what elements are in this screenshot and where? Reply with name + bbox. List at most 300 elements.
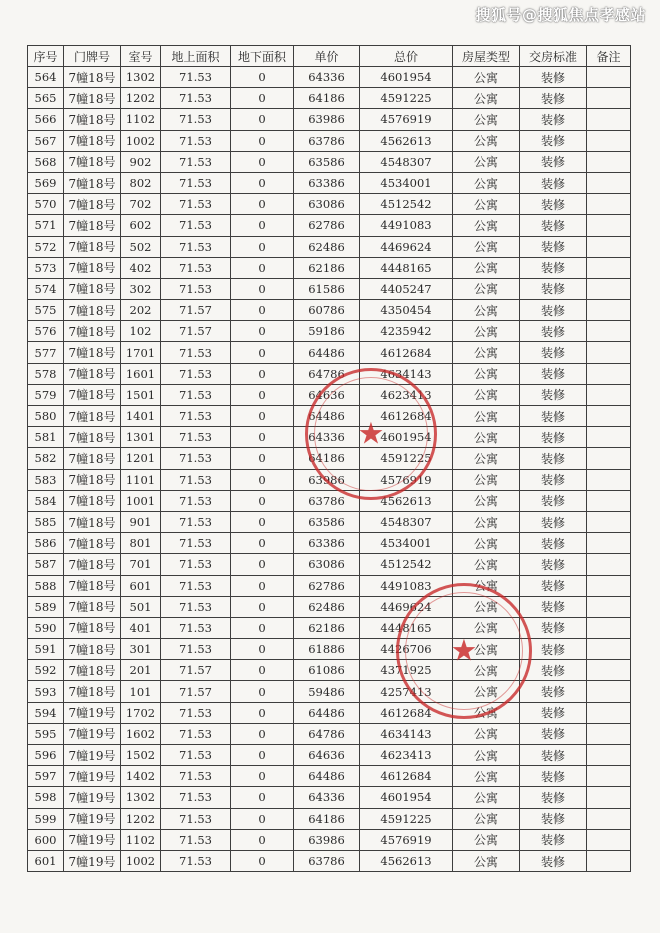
row-number-cell: 572 — [28, 236, 64, 257]
underground-area-cell: 0 — [231, 469, 294, 490]
underground-area-cell: 0 — [231, 533, 294, 554]
house-type-cell: 公寓 — [453, 151, 520, 172]
delivery-standard-cell: 装修 — [520, 172, 587, 193]
row-number-cell: 588 — [28, 575, 64, 596]
total-price-cell: 4235942 — [360, 321, 453, 342]
remarks-cell — [587, 151, 631, 172]
table-row — [28, 278, 631, 299]
above-ground-area-cell: 71.53 — [161, 850, 231, 871]
underground-area-cell: 0 — [231, 342, 294, 363]
unit-address-cell: 7幢18号 — [64, 151, 121, 172]
above-ground-area-cell: 71.53 — [161, 236, 231, 257]
remarks-cell — [587, 363, 631, 384]
house-type-cell: 公寓 — [453, 342, 520, 363]
remarks-cell — [587, 109, 631, 130]
row-number-cell: 593 — [28, 681, 64, 702]
table-row — [28, 617, 631, 638]
row-number-cell: 599 — [28, 808, 64, 829]
above-ground-area-cell: 71.53 — [161, 787, 231, 808]
unit-price-cell: 61086 — [294, 660, 360, 681]
unit-price-cell: 64486 — [294, 766, 360, 787]
total-price-cell: 4562613 — [360, 490, 453, 511]
row-number-cell: 589 — [28, 596, 64, 617]
room-number-cell: 1701 — [121, 342, 161, 363]
room-number-cell: 601 — [121, 575, 161, 596]
room-number-cell: 1202 — [121, 808, 161, 829]
delivery-standard-cell: 装修 — [520, 511, 587, 532]
table-row — [28, 469, 631, 490]
house-type-cell: 公寓 — [453, 660, 520, 681]
unit-price-cell: 62786 — [294, 575, 360, 596]
remarks-cell — [587, 448, 631, 469]
unit-price-cell: 64786 — [294, 723, 360, 744]
underground-area-cell: 0 — [231, 151, 294, 172]
row-number-cell: 574 — [28, 278, 64, 299]
remarks-cell — [587, 278, 631, 299]
delivery-standard-cell: 装修 — [520, 745, 587, 766]
table-row — [28, 130, 631, 151]
house-type-cell: 公寓 — [453, 617, 520, 638]
unit-address-cell: 7幢18号 — [64, 130, 121, 151]
unit-address-cell: 7幢18号 — [64, 300, 121, 321]
table-row — [28, 194, 631, 215]
total-price-cell: 4601954 — [360, 427, 453, 448]
total-price-cell: 4562613 — [360, 130, 453, 151]
room-number-cell: 1201 — [121, 448, 161, 469]
unit-price-cell: 63586 — [294, 151, 360, 172]
total-price-cell: 4612684 — [360, 766, 453, 787]
room-number-cell: 1702 — [121, 702, 161, 723]
total-price-cell: 4576919 — [360, 829, 453, 850]
remarks-cell — [587, 215, 631, 236]
house-type-cell: 公寓 — [453, 533, 520, 554]
house-type-cell: 公寓 — [453, 490, 520, 511]
unit-price-cell: 64486 — [294, 406, 360, 427]
total-price-cell: 4491083 — [360, 575, 453, 596]
delivery-standard-cell: 装修 — [520, 427, 587, 448]
total-price-cell: 4491083 — [360, 215, 453, 236]
underground-area-cell: 0 — [231, 511, 294, 532]
underground-area-cell: 0 — [231, 384, 294, 405]
house-type-cell: 公寓 — [453, 427, 520, 448]
house-type-cell: 公寓 — [453, 829, 520, 850]
room-number-cell: 1101 — [121, 469, 161, 490]
table-row — [28, 321, 631, 342]
row-number-cell: 575 — [28, 300, 64, 321]
above-ground-area-cell: 71.53 — [161, 469, 231, 490]
unit-address-cell: 7幢18号 — [64, 406, 121, 427]
table-row — [28, 257, 631, 278]
row-number-cell: 570 — [28, 194, 64, 215]
total-price-cell: 4534001 — [360, 172, 453, 193]
column-header: 地下面积 — [231, 46, 294, 67]
house-type-cell: 公寓 — [453, 321, 520, 342]
remarks-cell — [587, 533, 631, 554]
house-type-cell: 公寓 — [453, 300, 520, 321]
row-number-cell: 565 — [28, 88, 64, 109]
remarks-cell — [587, 575, 631, 596]
table-row — [28, 533, 631, 554]
above-ground-area-cell: 71.53 — [161, 427, 231, 448]
unit-address-cell: 7幢18号 — [64, 448, 121, 469]
underground-area-cell: 0 — [231, 554, 294, 575]
house-type-cell: 公寓 — [453, 109, 520, 130]
row-number-cell: 591 — [28, 639, 64, 660]
row-number-cell: 584 — [28, 490, 64, 511]
table-row — [28, 702, 631, 723]
row-number-cell: 580 — [28, 406, 64, 427]
room-number-cell: 202 — [121, 300, 161, 321]
delivery-standard-cell: 装修 — [520, 257, 587, 278]
room-number-cell: 1502 — [121, 745, 161, 766]
unit-price-cell: 63086 — [294, 554, 360, 575]
underground-area-cell: 0 — [231, 490, 294, 511]
row-number-cell: 582 — [28, 448, 64, 469]
row-number-cell: 566 — [28, 109, 64, 130]
price-table — [27, 45, 631, 872]
above-ground-area-cell: 71.57 — [161, 660, 231, 681]
underground-area-cell: 0 — [231, 88, 294, 109]
table-row — [28, 236, 631, 257]
above-ground-area-cell: 71.53 — [161, 448, 231, 469]
total-price-cell: 4371925 — [360, 660, 453, 681]
above-ground-area-cell: 71.53 — [161, 278, 231, 299]
remarks-cell — [587, 300, 631, 321]
column-header: 地上面积 — [161, 46, 231, 67]
underground-area-cell: 0 — [231, 723, 294, 744]
total-price-cell: 4405247 — [360, 278, 453, 299]
above-ground-area-cell: 71.53 — [161, 109, 231, 130]
row-number-cell: 597 — [28, 766, 64, 787]
row-number-cell: 569 — [28, 172, 64, 193]
underground-area-cell: 0 — [231, 766, 294, 787]
unit-address-cell: 7幢18号 — [64, 554, 121, 575]
unit-address-cell: 7幢18号 — [64, 172, 121, 193]
room-number-cell: 1302 — [121, 787, 161, 808]
above-ground-area-cell: 71.53 — [161, 172, 231, 193]
total-price-cell: 4576919 — [360, 109, 453, 130]
unit-price-cell: 64186 — [294, 88, 360, 109]
total-price-cell: 4469624 — [360, 236, 453, 257]
above-ground-area-cell: 71.53 — [161, 617, 231, 638]
table-row — [28, 723, 631, 744]
room-number-cell: 702 — [121, 194, 161, 215]
unit-address-cell: 7幢19号 — [64, 723, 121, 744]
room-number-cell: 902 — [121, 151, 161, 172]
unit-address-cell: 7幢18号 — [64, 363, 121, 384]
total-price-cell: 4601954 — [360, 67, 453, 88]
table-row — [28, 511, 631, 532]
above-ground-area-cell: 71.53 — [161, 511, 231, 532]
remarks-cell — [587, 850, 631, 871]
delivery-standard-cell: 装修 — [520, 829, 587, 850]
underground-area-cell: 0 — [231, 681, 294, 702]
delivery-standard-cell: 装修 — [520, 702, 587, 723]
delivery-standard-cell: 装修 — [520, 850, 587, 871]
underground-area-cell: 0 — [231, 745, 294, 766]
unit-address-cell: 7幢18号 — [64, 88, 121, 109]
underground-area-cell: 0 — [231, 194, 294, 215]
unit-price-cell: 63986 — [294, 109, 360, 130]
remarks-cell — [587, 808, 631, 829]
underground-area-cell: 0 — [231, 596, 294, 617]
room-number-cell: 1501 — [121, 384, 161, 405]
total-price-cell: 4512542 — [360, 554, 453, 575]
unit-price-cell: 64186 — [294, 448, 360, 469]
unit-price-cell: 64636 — [294, 745, 360, 766]
column-header: 备注 — [587, 46, 631, 67]
total-price-cell: 4548307 — [360, 511, 453, 532]
unit-address-cell: 7幢18号 — [64, 575, 121, 596]
above-ground-area-cell: 71.53 — [161, 406, 231, 427]
underground-area-cell: 0 — [231, 702, 294, 723]
table-row — [28, 342, 631, 363]
delivery-standard-cell: 装修 — [520, 575, 587, 596]
house-type-cell: 公寓 — [453, 384, 520, 405]
room-number-cell: 1601 — [121, 363, 161, 384]
above-ground-area-cell: 71.53 — [161, 533, 231, 554]
room-number-cell: 1402 — [121, 766, 161, 787]
above-ground-area-cell: 71.53 — [161, 639, 231, 660]
room-number-cell: 901 — [121, 511, 161, 532]
above-ground-area-cell: 71.53 — [161, 745, 231, 766]
delivery-standard-cell: 装修 — [520, 151, 587, 172]
table-row — [28, 109, 631, 130]
total-price-cell: 4576919 — [360, 469, 453, 490]
room-number-cell: 1302 — [121, 67, 161, 88]
underground-area-cell: 0 — [231, 67, 294, 88]
house-type-cell: 公寓 — [453, 766, 520, 787]
unit-price-cell: 64636 — [294, 384, 360, 405]
underground-area-cell: 0 — [231, 829, 294, 850]
column-header: 室号 — [121, 46, 161, 67]
delivery-standard-cell: 装修 — [520, 236, 587, 257]
row-number-cell: 586 — [28, 533, 64, 554]
unit-address-cell: 7幢18号 — [64, 109, 121, 130]
house-type-cell: 公寓 — [453, 363, 520, 384]
total-price-cell: 4591225 — [360, 88, 453, 109]
remarks-cell — [587, 681, 631, 702]
unit-price-cell: 59186 — [294, 321, 360, 342]
house-type-cell: 公寓 — [453, 787, 520, 808]
unit-address-cell: 7幢18号 — [64, 681, 121, 702]
underground-area-cell: 0 — [231, 278, 294, 299]
remarks-cell — [587, 723, 631, 744]
unit-price-cell: 62486 — [294, 596, 360, 617]
underground-area-cell: 0 — [231, 850, 294, 871]
remarks-cell — [587, 321, 631, 342]
table-row — [28, 215, 631, 236]
remarks-cell — [587, 342, 631, 363]
table-row — [28, 490, 631, 511]
underground-area-cell: 0 — [231, 236, 294, 257]
remarks-cell — [587, 554, 631, 575]
underground-area-cell: 0 — [231, 787, 294, 808]
row-number-cell: 579 — [28, 384, 64, 405]
room-number-cell: 201 — [121, 660, 161, 681]
above-ground-area-cell: 71.57 — [161, 300, 231, 321]
delivery-standard-cell: 装修 — [520, 215, 587, 236]
delivery-standard-cell: 装修 — [520, 533, 587, 554]
unit-price-cell: 61586 — [294, 278, 360, 299]
unit-price-cell: 64486 — [294, 342, 360, 363]
column-header: 房屋类型 — [453, 46, 520, 67]
unit-address-cell: 7幢18号 — [64, 384, 121, 405]
row-number-cell: 568 — [28, 151, 64, 172]
house-type-cell: 公寓 — [453, 745, 520, 766]
column-header: 总价 — [360, 46, 453, 67]
above-ground-area-cell: 71.53 — [161, 194, 231, 215]
unit-address-cell: 7幢18号 — [64, 194, 121, 215]
underground-area-cell: 0 — [231, 109, 294, 130]
unit-price-cell: 62786 — [294, 215, 360, 236]
unit-price-cell: 64186 — [294, 808, 360, 829]
house-type-cell: 公寓 — [453, 554, 520, 575]
remarks-cell — [587, 236, 631, 257]
house-type-cell: 公寓 — [453, 67, 520, 88]
total-price-cell: 4448165 — [360, 617, 453, 638]
row-number-cell: 600 — [28, 829, 64, 850]
unit-price-cell: 62186 — [294, 617, 360, 638]
room-number-cell: 1002 — [121, 130, 161, 151]
house-type-cell: 公寓 — [453, 808, 520, 829]
room-number-cell: 1401 — [121, 406, 161, 427]
unit-address-cell: 7幢18号 — [64, 533, 121, 554]
column-header: 序号 — [28, 46, 64, 67]
above-ground-area-cell: 71.53 — [161, 342, 231, 363]
room-number-cell: 602 — [121, 215, 161, 236]
above-ground-area-cell: 71.53 — [161, 215, 231, 236]
table-row — [28, 681, 631, 702]
unit-address-cell: 7幢18号 — [64, 342, 121, 363]
total-price-cell: 4601954 — [360, 787, 453, 808]
above-ground-area-cell: 71.53 — [161, 257, 231, 278]
delivery-standard-cell: 装修 — [520, 321, 587, 342]
total-price-cell: 4257413 — [360, 681, 453, 702]
remarks-cell — [587, 787, 631, 808]
unit-address-cell: 7幢19号 — [64, 829, 121, 850]
room-number-cell: 502 — [121, 236, 161, 257]
row-number-cell: 601 — [28, 850, 64, 871]
above-ground-area-cell: 71.53 — [161, 766, 231, 787]
total-price-cell: 4512542 — [360, 194, 453, 215]
table-row — [28, 67, 631, 88]
room-number-cell: 1102 — [121, 829, 161, 850]
unit-address-cell: 7幢18号 — [64, 67, 121, 88]
delivery-standard-cell: 装修 — [520, 787, 587, 808]
table-row — [28, 639, 631, 660]
delivery-standard-cell: 装修 — [520, 384, 587, 405]
room-number-cell: 1202 — [121, 88, 161, 109]
delivery-standard-cell: 装修 — [520, 639, 587, 660]
remarks-cell — [587, 617, 631, 638]
row-number-cell: 595 — [28, 723, 64, 744]
total-price-cell: 4634143 — [360, 723, 453, 744]
room-number-cell: 701 — [121, 554, 161, 575]
row-number-cell: 587 — [28, 554, 64, 575]
total-price-cell: 4534001 — [360, 533, 453, 554]
total-price-cell: 4591225 — [360, 448, 453, 469]
above-ground-area-cell: 71.53 — [161, 596, 231, 617]
house-type-cell: 公寓 — [453, 596, 520, 617]
delivery-standard-cell: 装修 — [520, 342, 587, 363]
remarks-cell — [587, 490, 631, 511]
above-ground-area-cell: 71.53 — [161, 575, 231, 596]
underground-area-cell: 0 — [231, 257, 294, 278]
house-type-cell: 公寓 — [453, 406, 520, 427]
row-number-cell: 581 — [28, 427, 64, 448]
delivery-standard-cell: 装修 — [520, 681, 587, 702]
unit-price-cell: 63986 — [294, 829, 360, 850]
delivery-standard-cell: 装修 — [520, 278, 587, 299]
total-price-cell: 4548307 — [360, 151, 453, 172]
above-ground-area-cell: 71.53 — [161, 490, 231, 511]
delivery-standard-cell: 装修 — [520, 660, 587, 681]
total-price-cell: 4562613 — [360, 850, 453, 871]
delivery-standard-cell: 装修 — [520, 469, 587, 490]
house-type-cell: 公寓 — [453, 469, 520, 490]
table-row — [28, 575, 631, 596]
delivery-standard-cell: 装修 — [520, 300, 587, 321]
room-number-cell: 1002 — [121, 850, 161, 871]
underground-area-cell: 0 — [231, 639, 294, 660]
underground-area-cell: 0 — [231, 172, 294, 193]
unit-address-cell: 7幢19号 — [64, 808, 121, 829]
above-ground-area-cell: 71.53 — [161, 702, 231, 723]
unit-price-cell: 64786 — [294, 363, 360, 384]
remarks-cell — [587, 257, 631, 278]
house-type-cell: 公寓 — [453, 194, 520, 215]
table-row — [28, 427, 631, 448]
column-header: 单价 — [294, 46, 360, 67]
table-row — [28, 554, 631, 575]
unit-price-cell: 63786 — [294, 130, 360, 151]
house-type-cell: 公寓 — [453, 575, 520, 596]
unit-price-cell: 62486 — [294, 236, 360, 257]
watermark: 搜狐号@搜狐焦点孝感站 — [475, 6, 646, 24]
unit-address-cell: 7幢19号 — [64, 766, 121, 787]
unit-address-cell: 7幢19号 — [64, 787, 121, 808]
unit-price-cell: 59486 — [294, 681, 360, 702]
total-price-cell: 4612684 — [360, 406, 453, 427]
unit-address-cell: 7幢18号 — [64, 321, 121, 342]
total-price-cell: 4469624 — [360, 596, 453, 617]
delivery-standard-cell: 装修 — [520, 130, 587, 151]
row-number-cell: 578 — [28, 363, 64, 384]
above-ground-area-cell: 71.53 — [161, 829, 231, 850]
table-row — [28, 787, 631, 808]
delivery-standard-cell: 装修 — [520, 448, 587, 469]
row-number-cell: 564 — [28, 67, 64, 88]
remarks-cell — [587, 745, 631, 766]
remarks-cell — [587, 67, 631, 88]
room-number-cell: 1301 — [121, 427, 161, 448]
unit-price-cell: 64486 — [294, 702, 360, 723]
remarks-cell — [587, 660, 631, 681]
delivery-standard-cell: 装修 — [520, 194, 587, 215]
delivery-standard-cell: 装修 — [520, 406, 587, 427]
underground-area-cell: 0 — [231, 321, 294, 342]
total-price-cell: 4612684 — [360, 702, 453, 723]
total-price-cell: 4350454 — [360, 300, 453, 321]
remarks-cell — [587, 766, 631, 787]
above-ground-area-cell: 71.53 — [161, 384, 231, 405]
table-row — [28, 660, 631, 681]
house-type-cell: 公寓 — [453, 850, 520, 871]
unit-price-cell: 62186 — [294, 257, 360, 278]
room-number-cell: 802 — [121, 172, 161, 193]
room-number-cell: 302 — [121, 278, 161, 299]
